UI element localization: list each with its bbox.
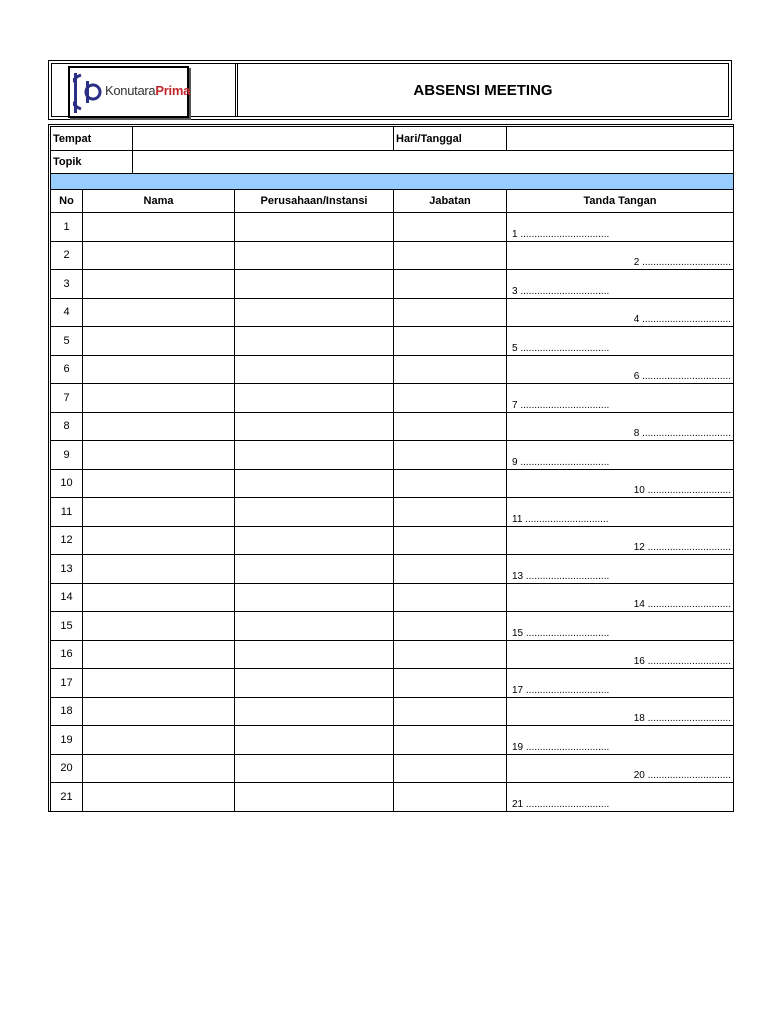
- tanda-tangan-cell[interactable]: [507, 355, 734, 384]
- table-row: [51, 640, 734, 669]
- table-row: [51, 669, 734, 698]
- row-number: 2: [51, 241, 83, 270]
- nama-cell[interactable]: [83, 498, 235, 527]
- tanda-tangan-cell[interactable]: [507, 298, 734, 327]
- tanda-tangan-cell[interactable]: [507, 669, 734, 698]
- tanda-tangan-cell[interactable]: [507, 441, 734, 470]
- table-row: [51, 298, 734, 327]
- tanda-tangan-cell[interactable]: [507, 327, 734, 356]
- perusahaan-cell[interactable]: [235, 640, 394, 669]
- nama-cell[interactable]: [83, 384, 235, 413]
- tanda-tangan-cell[interactable]: [507, 469, 734, 498]
- row-number: 9: [51, 441, 83, 470]
- tanda-tangan-cell[interactable]: [507, 412, 734, 441]
- jabatan-cell[interactable]: [394, 384, 507, 413]
- nama-cell[interactable]: [83, 412, 235, 441]
- header-inner-frame: [51, 63, 729, 117]
- row-number: 19: [51, 726, 83, 755]
- row-number: 20: [51, 754, 83, 783]
- perusahaan-cell[interactable]: [235, 384, 394, 413]
- signature-line: 17 ..............................: [512, 684, 610, 696]
- table-row: [51, 270, 734, 299]
- blue-separator-band: [51, 174, 734, 190]
- nama-cell[interactable]: [83, 327, 235, 356]
- logo-text-konutara: Konutara: [105, 83, 156, 98]
- nama-cell[interactable]: [83, 669, 235, 698]
- table-row: [51, 213, 734, 242]
- perusahaan-cell[interactable]: [235, 298, 394, 327]
- col-header-jabatan: Jabatan: [394, 190, 507, 213]
- signature-line: 14 ..............................: [633, 599, 731, 610]
- tanda-tangan-cell[interactable]: [507, 754, 734, 783]
- topik-field[interactable]: [133, 151, 734, 174]
- signature-line: 13 ..............................: [512, 570, 610, 582]
- row-number: 16: [51, 640, 83, 669]
- nama-cell[interactable]: [83, 241, 235, 270]
- signature-line: 12 ..............................: [633, 542, 731, 553]
- tempat-label: Tempat: [51, 127, 133, 151]
- signature-line: 5 ................................: [512, 342, 610, 354]
- jabatan-cell[interactable]: [394, 355, 507, 384]
- row-number: 3: [51, 270, 83, 299]
- perusahaan-cell[interactable]: [235, 412, 394, 441]
- perusahaan-cell[interactable]: [235, 555, 394, 584]
- table-row: [51, 612, 734, 641]
- nama-cell[interactable]: [83, 441, 235, 470]
- tanda-tangan-cell[interactable]: [507, 270, 734, 299]
- col-header-perusahaan: Perusahaan/Instansi: [235, 190, 394, 213]
- tanda-tangan-cell[interactable]: [507, 213, 734, 242]
- jabatan-cell[interactable]: [394, 498, 507, 527]
- nama-cell[interactable]: [83, 270, 235, 299]
- hari-tanggal-field[interactable]: [507, 127, 734, 151]
- jabatan-cell[interactable]: [394, 726, 507, 755]
- signature-line: 7 ................................: [512, 399, 610, 411]
- signature-line: 2 ................................: [633, 257, 731, 268]
- tanda-tangan-cell[interactable]: [507, 612, 734, 641]
- nama-cell[interactable]: [83, 469, 235, 498]
- perusahaan-cell[interactable]: [235, 612, 394, 641]
- signature-line: 16 ..............................: [633, 656, 731, 667]
- row-number: 21: [51, 783, 83, 812]
- signature-line: 9 ................................: [512, 456, 610, 468]
- perusahaan-cell[interactable]: [235, 583, 394, 612]
- jabatan-cell[interactable]: [394, 783, 507, 812]
- perusahaan-cell[interactable]: [235, 526, 394, 555]
- signature-line: 8 ................................: [633, 428, 731, 439]
- jabatan-cell[interactable]: [394, 412, 507, 441]
- table-row: [51, 555, 734, 584]
- tanda-tangan-cell[interactable]: [507, 726, 734, 755]
- nama-cell[interactable]: [83, 754, 235, 783]
- tanda-tangan-cell[interactable]: [507, 697, 734, 726]
- tanda-tangan-cell[interactable]: [507, 640, 734, 669]
- perusahaan-cell[interactable]: [235, 270, 394, 299]
- signature-line: 10 ..............................: [633, 485, 731, 496]
- nama-cell[interactable]: [83, 640, 235, 669]
- signature-line: 18 ..............................: [633, 713, 731, 724]
- signature-line: 20 ..............................: [633, 770, 731, 781]
- table-row: [51, 526, 734, 555]
- perusahaan-cell[interactable]: [235, 213, 394, 242]
- table-row: [51, 697, 734, 726]
- row-number: 6: [51, 355, 83, 384]
- attendance-table-frame: [48, 124, 734, 812]
- signature-line: 1 ................................: [512, 228, 610, 240]
- jabatan-cell[interactable]: [394, 241, 507, 270]
- jabatan-cell[interactable]: [394, 270, 507, 299]
- logo-text: [105, 83, 190, 98]
- signature-line: 3 ................................: [512, 285, 610, 297]
- perusahaan-cell[interactable]: [235, 669, 394, 698]
- tanda-tangan-cell[interactable]: [507, 583, 734, 612]
- signature-line: 4 ................................: [633, 314, 731, 325]
- perusahaan-cell[interactable]: [235, 241, 394, 270]
- row-number: 8: [51, 412, 83, 441]
- table-row: [51, 412, 734, 441]
- info-row-tempat: [51, 127, 734, 151]
- signature-line: 21 ..............................: [512, 798, 610, 810]
- row-number: 17: [51, 669, 83, 698]
- tanda-tangan-cell[interactable]: [507, 555, 734, 584]
- perusahaan-cell[interactable]: [235, 754, 394, 783]
- jabatan-cell[interactable]: [394, 754, 507, 783]
- col-header-nama: Nama: [83, 190, 235, 213]
- attendance-table: [50, 126, 734, 812]
- tanda-tangan-cell[interactable]: [507, 526, 734, 555]
- perusahaan-cell[interactable]: [235, 783, 394, 812]
- row-number: 14: [51, 583, 83, 612]
- jabatan-cell[interactable]: [394, 469, 507, 498]
- row-number: 1: [51, 213, 83, 242]
- jabatan-cell[interactable]: [394, 555, 507, 584]
- jabatan-cell[interactable]: [394, 327, 507, 356]
- table-row: [51, 355, 734, 384]
- topik-label: Topik: [51, 151, 133, 174]
- nama-cell[interactable]: [83, 298, 235, 327]
- jabatan-cell[interactable]: [394, 441, 507, 470]
- tanda-tangan-cell[interactable]: [507, 498, 734, 527]
- header-block: [48, 60, 732, 120]
- row-number: 11: [51, 498, 83, 527]
- row-number: 7: [51, 384, 83, 413]
- nama-cell[interactable]: [83, 697, 235, 726]
- logo-text-prima: Prima: [155, 83, 191, 98]
- nama-cell[interactable]: [83, 355, 235, 384]
- row-number: 4: [51, 298, 83, 327]
- perusahaan-cell[interactable]: [235, 498, 394, 527]
- hari-tanggal-label: Hari/Tanggal: [394, 127, 507, 151]
- column-header-row: [51, 190, 734, 213]
- jabatan-cell[interactable]: [394, 640, 507, 669]
- jabatan-cell[interactable]: [394, 298, 507, 327]
- table-row: [51, 754, 734, 783]
- row-number: 13: [51, 555, 83, 584]
- nama-cell[interactable]: [83, 726, 235, 755]
- nama-cell[interactable]: [83, 783, 235, 812]
- perusahaan-cell[interactable]: [235, 697, 394, 726]
- perusahaan-cell[interactable]: [235, 355, 394, 384]
- nama-cell[interactable]: [83, 583, 235, 612]
- perusahaan-cell[interactable]: [235, 469, 394, 498]
- jabatan-cell[interactable]: [394, 213, 507, 242]
- tanda-tangan-cell[interactable]: [507, 384, 734, 413]
- table-row: [51, 726, 734, 755]
- row-number: 18: [51, 697, 83, 726]
- nama-cell[interactable]: [83, 526, 235, 555]
- table-row: [51, 441, 734, 470]
- jabatan-cell[interactable]: [394, 669, 507, 698]
- jabatan-cell[interactable]: [394, 583, 507, 612]
- tanda-tangan-cell[interactable]: [507, 783, 734, 812]
- col-header-tanda-tangan: Tanda Tangan: [507, 190, 734, 213]
- table-row: [51, 583, 734, 612]
- jabatan-cell[interactable]: [394, 526, 507, 555]
- nama-cell[interactable]: [83, 555, 235, 584]
- nama-cell[interactable]: [83, 612, 235, 641]
- row-number: 5: [51, 327, 83, 356]
- tempat-field[interactable]: [133, 127, 394, 151]
- company-logo: [68, 66, 189, 118]
- table-row: [51, 498, 734, 527]
- perusahaan-cell[interactable]: [235, 441, 394, 470]
- signature-line: 6 ................................: [633, 371, 731, 382]
- table-row: [51, 327, 734, 356]
- info-row-topik: [51, 151, 734, 174]
- tanda-tangan-cell[interactable]: [507, 241, 734, 270]
- col-header-no: No: [51, 190, 83, 213]
- jabatan-cell[interactable]: [394, 612, 507, 641]
- konutara-logo-icon: [73, 71, 103, 115]
- blue-band-cell: [51, 174, 734, 190]
- signature-line: 11 ..............................: [512, 513, 609, 525]
- table-row: [51, 469, 734, 498]
- jabatan-cell[interactable]: [394, 697, 507, 726]
- row-number: 12: [51, 526, 83, 555]
- perusahaan-cell[interactable]: [235, 726, 394, 755]
- signature-line: 19 ..............................: [512, 741, 610, 753]
- row-number: 10: [51, 469, 83, 498]
- signature-line: 15 ..............................: [512, 627, 610, 639]
- nama-cell[interactable]: [83, 213, 235, 242]
- table-row: [51, 241, 734, 270]
- row-number: 15: [51, 612, 83, 641]
- perusahaan-cell[interactable]: [235, 327, 394, 356]
- page-title: ABSENSI MEETING: [413, 81, 553, 99]
- table-row: [51, 783, 734, 812]
- table-row: [51, 384, 734, 413]
